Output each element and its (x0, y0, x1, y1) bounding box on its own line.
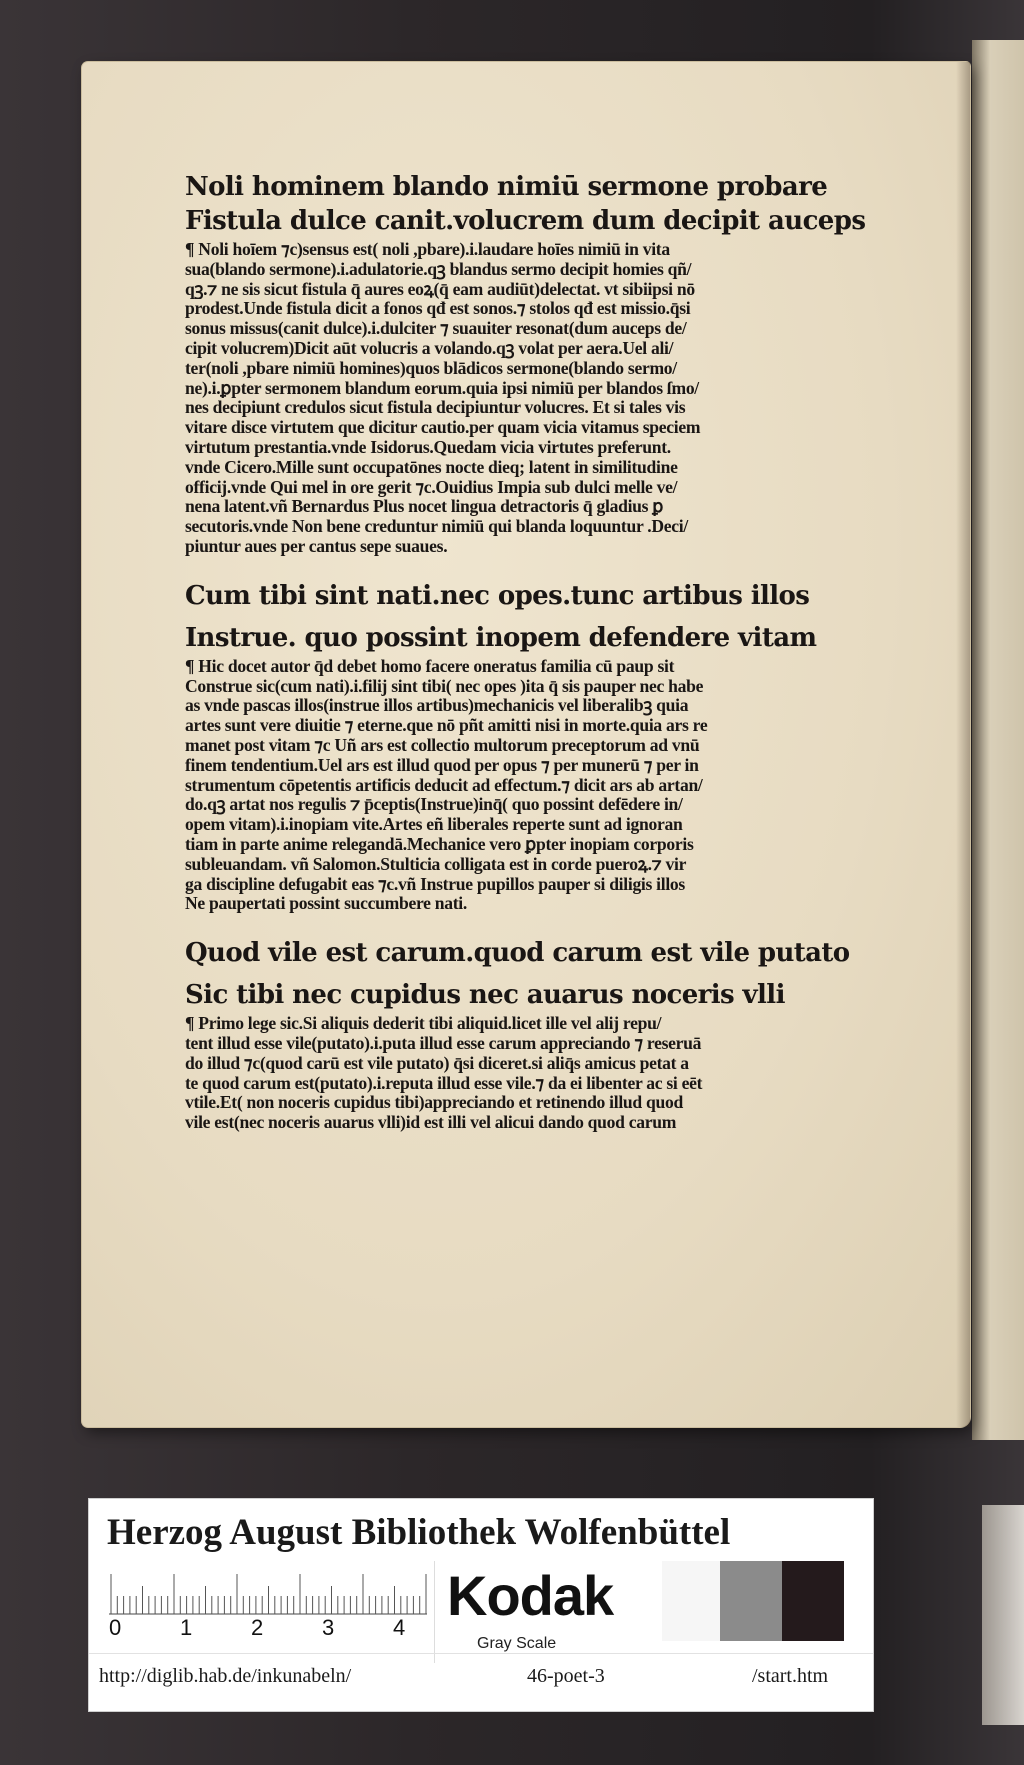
gray-scale-label: Gray Scale (477, 1635, 557, 1652)
commentary-line: strumentum cōpetentis artificis deducit ad effectum.⁊ dicit ars ab artan/ (185, 775, 703, 795)
measurement-ruler (109, 1571, 427, 1615)
commentary-line: vnde Cicero.Mille sunt occupatōnes nocte dieq; latent in similitudine (185, 457, 678, 477)
institution-name: Herzog August Bibliothek Wolfenbüttel (107, 1512, 731, 1553)
commentary-line: manet post vitam ⁊c Uñ ars est collectio multorum preceptorum ad vnū (185, 735, 700, 755)
commentary-line: officij.vnde Qui mel in ore gerit ⁊c.Ouidius Impia sub dulci melle ve/ (185, 477, 678, 497)
verse-line: Sic tibi nec cupidus nec auarus noceris vlli (185, 980, 785, 1011)
commentary-line: te quod carum est(putato).i.reputa illud esse vile.⁊ da ei libenter ac si eēt (185, 1073, 703, 1093)
commentary-line: nes decipiunt credulos sicut fistula decipiuntur volucres. Et si tales vis (185, 398, 686, 418)
ruler-label: 2 (251, 1615, 264, 1640)
commentary-line: do illud ⁊c(quod carū est vile putato) q̄si diceret.si aliq̄s amicus petat a (185, 1053, 689, 1073)
commentary-line: do.qꝫ artat nos regulis ⁊ p̄ceptis(Instrue)inq̄( quo possint defēdere in/ (185, 795, 683, 815)
commentary-line: ne).i.ꝑpter sermonem blandum eorum.quia ipsi nimiū per blandos ſmo/ (185, 378, 699, 398)
commentary-line: ter(noli ,pbare nimiū homines)quos blādicos sermone(blando sermo/ (185, 358, 677, 378)
commentary-line: artes sunt vere diuitie ⁊ eterne.que nō pñt amitti nisi in morte.quia ars re (185, 716, 708, 736)
commentary-line: vitare disce virtutem que dicitur cautio.per quam vicia vitamus speciem (185, 418, 701, 438)
ruler-labels (89, 1615, 489, 1645)
commentary-line: Ne paupertati possint succumbere nati. (185, 894, 467, 914)
verse-line: Quod vile est carum.quod carum est vile putato (185, 938, 850, 969)
commentary-line: secutoris.vnde Non bene creduntur nimiū qui blanda loquuntur .Deci/ (185, 517, 688, 537)
ruler-label: 4 (393, 1615, 406, 1640)
commentary-line: vtile.Et( non noceris cupidus tibi)appreciando et retinendo illud quod (185, 1093, 683, 1113)
verse-line: Fistula dulce canit.volucrem dum decipit auceps (185, 206, 866, 236)
commentary-paragraph (185, 240, 905, 557)
verse-gap (185, 970, 905, 978)
white-swatch (662, 1561, 720, 1641)
url-prefix: http://diglib.hab.de/inkunabeln/ (99, 1665, 352, 1687)
verse-gap (185, 613, 905, 621)
adjacent-page-tab (982, 1505, 1024, 1725)
commentary-line: ga discipline defugabit eas ⁊c.vñ Instrue pupillos pauper si diligis illos (185, 874, 685, 894)
commentary-line: opem vitam).i.inopiam vite.Artes eñ liberales reperte sunt ad ignoran (185, 815, 683, 835)
ruler-label: 1 (180, 1615, 193, 1640)
url-suffix: /start.htm (752, 1665, 829, 1687)
kodak-logo: Kodak (447, 1564, 614, 1627)
ruler-label: 0 (109, 1615, 122, 1640)
commentary-line: Construe sic(cum nati).i.filij sint tibi( nec opes )ita q̄ sis pauper nec habe (185, 676, 704, 696)
commentary-line: ¶ Hic docet autor q̄d debet homo facere oneratus familia cū paup sit (185, 656, 675, 676)
target-divider (89, 1653, 873, 1654)
commentary-line: subleuandam. vñ Salomon.Stulticia colligata est in corde pueroꝝ.⁊ vir (185, 854, 687, 874)
scan-target-bar (88, 1498, 874, 1712)
commentary-line: ¶ Noli hoīem ⁊c)sensus est( noli ,pbare).i.laudare hoīes nimiū in vita (185, 240, 670, 259)
commentary-line: nena latent.vñ Bernardus Plus nocet lingua detractoris q̄ gladius ꝑ (185, 497, 664, 517)
gray-swatch (720, 1561, 782, 1641)
commentary-line: vile est(nec noceris auarus vlli)id est illi vel alicui dando quod carum (185, 1113, 677, 1133)
dark-swatch (782, 1561, 844, 1641)
ruler-label: 3 (322, 1615, 335, 1640)
url-identifier: 46-poet-3 (527, 1665, 605, 1687)
commentary-line: prodest.Unde fistula dicit a fonos qđ est sonos.⁊ stolos qđ est missio.q̄si (185, 299, 691, 319)
verse-line: Cum tibi sint nati.nec opes.tunc artibus illos (185, 580, 810, 611)
commentary-line: cipit volucrem)Dicit aūt volucris a volando.qꝫ volat per aera.Uel ali/ (185, 338, 674, 358)
adjacent-page-edge (972, 40, 1024, 1440)
commentary-line: virtutum prestantia.vnde Isidorus.Quedam vicia virtutes preferunt. (185, 437, 671, 457)
commentary-line: piuntur aues per cantus sepe suaues. (185, 536, 448, 556)
page-text-block (185, 170, 905, 1155)
commentary-line: as vnde pascas illos(instrue illos artibus)mechanicis vel liberalibꝫ quia (185, 696, 689, 716)
verse-line: Noli hominem blando nimiū sermone probare (185, 172, 828, 202)
commentary-line: finem tendentium.Uel ars est illud quod per opus ⁊ per munerū ⁊ per in (185, 755, 699, 775)
commentary-line: tiam in parte anime relegandā.Mechanice vero ꝑpter inopiam corporis (185, 834, 694, 854)
verse-line: Instrue. quo possint inopem defendere vitam (185, 622, 817, 653)
kodak-logo-box (434, 1561, 663, 1663)
commentary-line: sua(blando sermone).i.adulatorie.qꝫ blandus sermo decipit homies qñ/ (185, 259, 692, 279)
commentary-paragraph (185, 1014, 905, 1133)
commentary-line: sonus missus(canit dulce).i.dulciter ⁊ suauiter resonat(dum auceps de/ (185, 319, 687, 339)
commentary-paragraph (185, 657, 905, 914)
commentary-line: ¶ Primo lege sic.Si aliquis dederit tibi aliquid.licet ille vel alij repu/ (185, 1014, 662, 1034)
page-gutter-shadow (956, 62, 970, 1427)
commentary-line: qꝫ.⁊ ne sis sicut fistula q̄ aures eoꝝ(q̄ eam audiūt)delectat. vt sibiipsi nō (185, 279, 695, 299)
commentary-line: tent illud esse vile(putato).i.puta illud esse carum appreciando ⁊ reseruā (185, 1033, 702, 1053)
